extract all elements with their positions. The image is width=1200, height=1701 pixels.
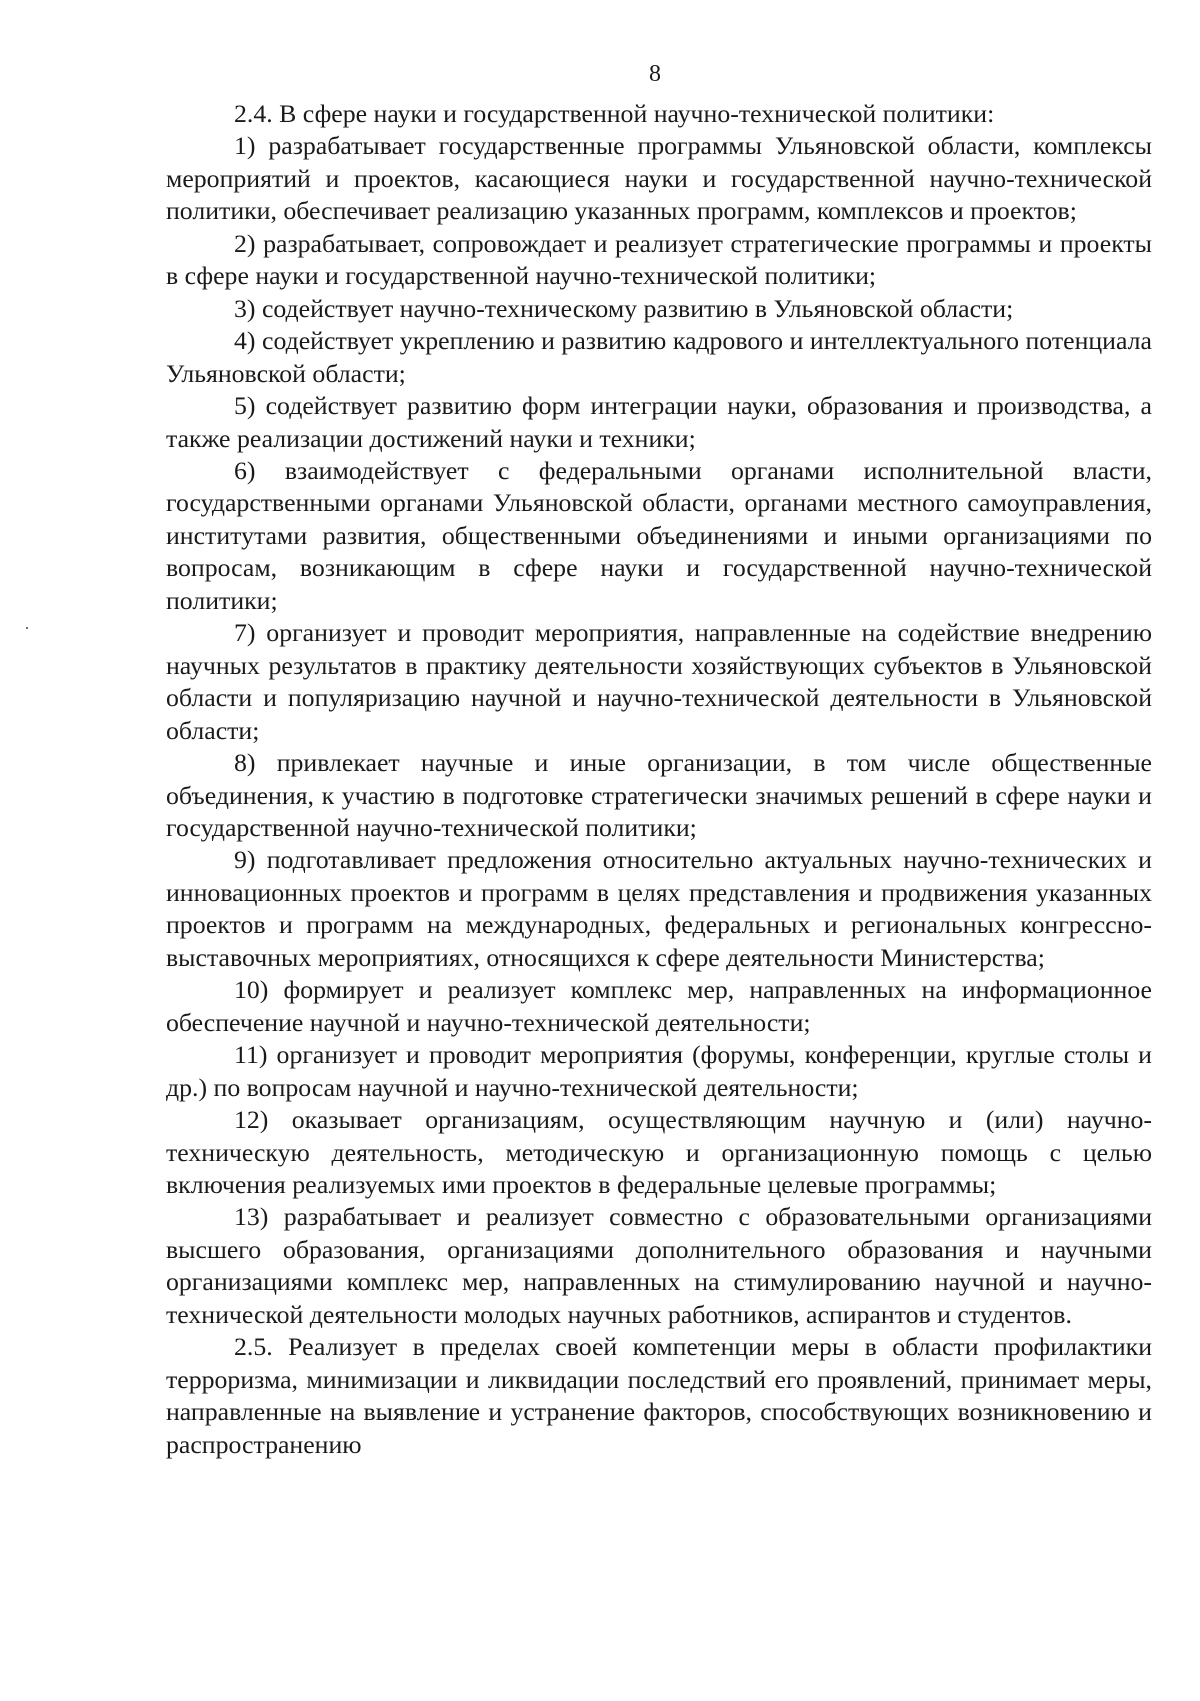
list-item-6: 6) взаимодействует с федеральными органами исполнительной власти, государственными органами Ульяновской области, органами местного самоуправления, институтами развития, общественными объединениями и иными организациями по вопросам, возникающим в сфере науки и государственной научно-технической политики; (166, 455, 1152, 615)
scan-artifact-dot (26, 627, 28, 629)
list-item-4: 4) содействует укреплению и развитию кадрового и интеллектуального потенциала Ульяновской области; (166, 326, 1152, 388)
list-item-7: 7) организует и проводит мероприятия, направленные на содействие внедрению научных результатов в практику деятельности хозяйствующих субъектов в Ульяновской области и популяризацию научной и научно-технической деятельности в Ульяновской области; (166, 618, 1152, 745)
list-item-3: 3) содействует научно-техническому развитию в Ульяновской области; (234, 293, 1014, 323)
section-heading-2-4: 2.4. В сфере науки и государственной научно-технической политики: (234, 99, 995, 128)
section-paragraph-2-5: 2.5. Реализует в пределах своей компетенции меры в области профилактики терроризма, минимизации и ликвидации последствий его проявлений, принимает меры, направленные на выявление и устранение факторов, способствующих возникновению и распространению (166, 1332, 1152, 1459)
list-item-10: 10) формирует и реализует комплекс мер, направленных на информационное обеспечение научной и научно-технической деятельности; (166, 975, 1152, 1037)
list-item-1: 1) разрабатывает государственные программы Ульяновской области, комплексы мероприятий и проектов, касающиеся науки и государственной научно-технической политики, обеспечивает реализацию указанных программ, комплексов и проектов; (166, 131, 1152, 226)
list-item-5: 5) содействует развитию форм интеграции науки, образования и производства, а также реализации достижений науки и техники; (166, 391, 1152, 453)
list-item-2: 2) разрабатывает, сопровождает и реализует стратегические программы и проекты в сфере науки и государственной научно-технической политики; (166, 228, 1152, 291)
list-item-8: 8) привлекает научные и иные организации, в том числе общественные объединения, к участию в подготовке стратегически значимых решений в сфере науки и государственной научно-технической политики; (166, 748, 1152, 842)
page-number: 8 (649, 61, 661, 87)
list-item-9: 9) подготавливает предложения относительно актуальных научно-технических и инновационных проектов и программ в целях представления и продвижения указанных проектов и программ на международных, федеральных и региональных конгрессно-выставочных мероприятиях, относящихся к сфере деятельности Министерства; (166, 845, 1152, 972)
list-item-13: 13) разрабатывает и реализует совместно с образовательными организациями высшего образования, организациями дополнительного образования и научными организациями комплекс мер, направленных на стимулированию научной и научно-технической деятельности молодых научных работников, аспирантов и студентов. (166, 1202, 1152, 1329)
list-item-11: 11) организует и проводит мероприятия (форумы, конференции, круглые столы и др.) по вопросам научной и научно-технической деятельности; (166, 1040, 1152, 1102)
document-body (166, 98, 1152, 1461)
list-item-12: 12) оказывает организациям, осуществляющим научную и (или) научно-техническую деятельность, методическую и организационную помощь с целью включения реализуемых ими проектов в федеральные целевые программы; (166, 1105, 1152, 1199)
